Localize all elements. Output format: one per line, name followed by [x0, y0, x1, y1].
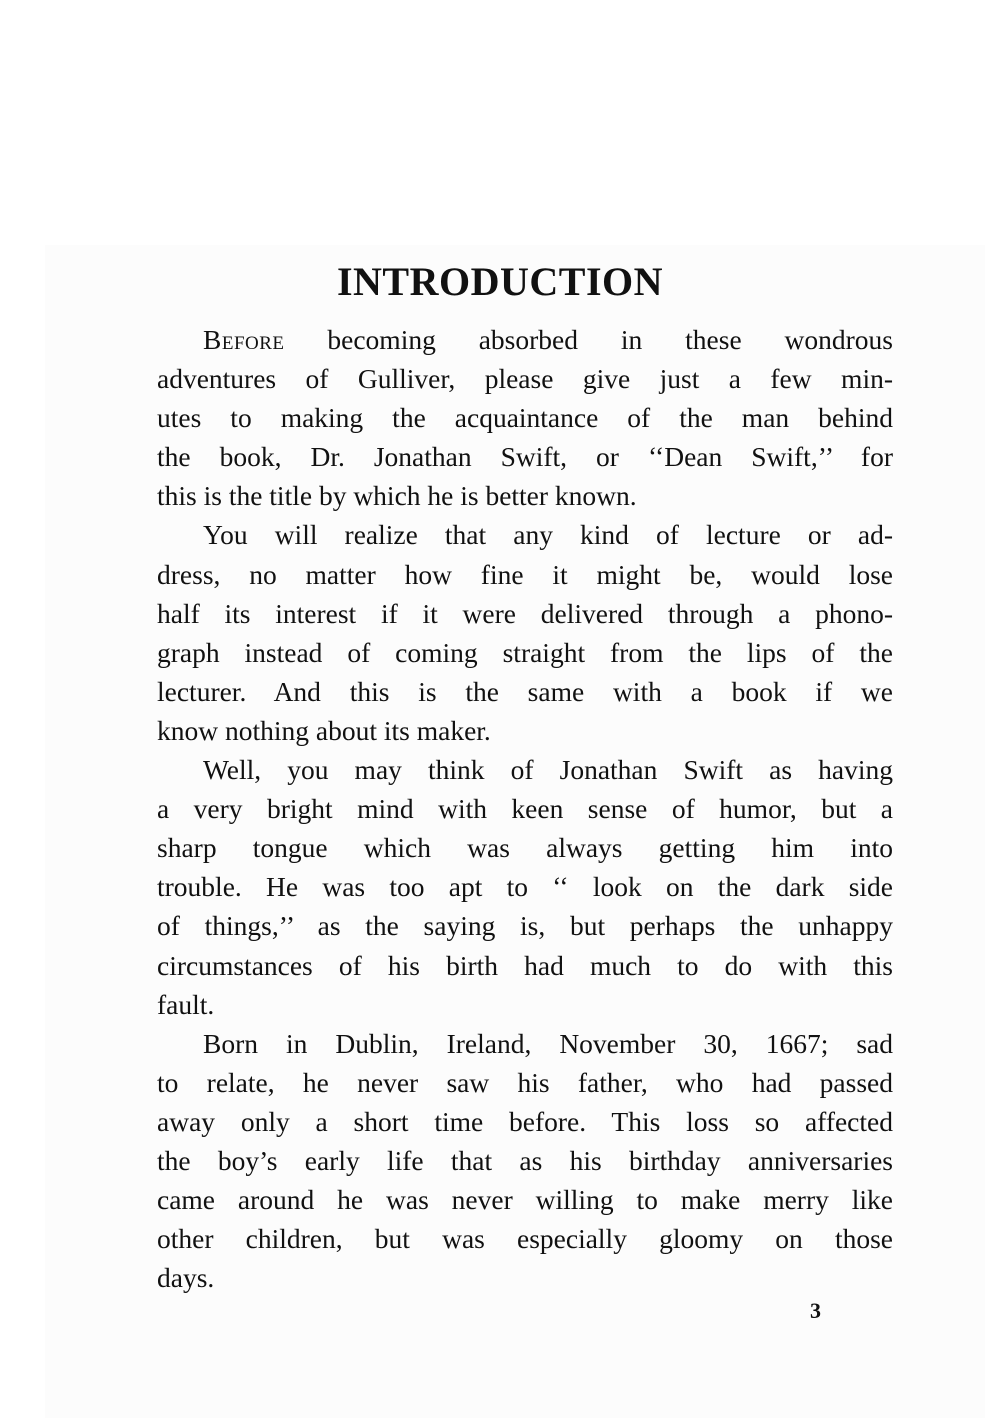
line-text: Well, you may think of Jonathan Swift as having [203, 754, 893, 786]
text-line [157, 750, 893, 789]
line-text: Born in Dublin, Ireland, November 30, 1667; sad [203, 1027, 893, 1059]
line-text: fault. [157, 988, 215, 1020]
line-text: graph instead of coming straight from the lips of the [157, 636, 893, 668]
text-line [157, 789, 893, 828]
small-caps-lead: Before [203, 324, 285, 355]
text-line [157, 1180, 893, 1219]
page-number: 3 [810, 1298, 821, 1323]
text-line [157, 515, 893, 554]
text-line [157, 437, 893, 476]
text-line [157, 946, 893, 985]
line-text: away only a short time before. This loss so affected [157, 1105, 893, 1137]
text-line [157, 476, 893, 515]
line-text: sharp tongue which was always getting him into [157, 832, 893, 864]
line-text: trouble. He was too apt to ‘‘ look on the dark side [157, 871, 893, 903]
line-text: to relate, he never saw his father, who had passed [157, 1066, 893, 1098]
line-text: adventures of Gulliver, please give just a few min- [157, 363, 893, 395]
line-text: utes to making the acquaintance of the man behind [157, 402, 893, 434]
line-text: other children, but was especially gloomy on those [157, 1223, 893, 1255]
line-text: lecturer. And this is the same with a book if we [157, 675, 893, 707]
chapter-title: INTRODUCTION [336, 259, 664, 304]
text-line [157, 672, 893, 711]
line-text: becoming absorbed in these wondrous [284, 324, 893, 355]
line-text: half its interest if it were delivered through a phono- [157, 597, 893, 629]
line-text: days. [157, 1262, 215, 1294]
text-line [157, 359, 893, 398]
text-line [157, 633, 893, 672]
line-text: You will realize that any kind of lecture or ad- [203, 519, 893, 551]
text-line [157, 906, 893, 945]
text-line [157, 594, 893, 633]
body-text [157, 320, 893, 1297]
line-text: of things,’’ as the saying is, but perhaps the unhappy [157, 910, 893, 942]
text-line [157, 320, 893, 359]
text-line [157, 398, 893, 437]
line-text: circumstances of his birth had much to do with this [157, 949, 893, 981]
text-line [157, 985, 893, 1024]
line-text: came around he was never willing to make merry like [157, 1184, 893, 1216]
text-line [157, 1063, 893, 1102]
line-text: a very bright mind with keen sense of humor, but a [157, 793, 893, 825]
text-line [157, 1102, 893, 1141]
line-text: know nothing about its maker. [157, 714, 491, 746]
text-line [157, 867, 893, 906]
line-text: dress, no matter how fine it might be, would lose [157, 558, 893, 590]
text-line [157, 555, 893, 594]
text-line [157, 828, 893, 867]
text-line [157, 1219, 893, 1258]
line-text: the book, Dr. Jonathan Swift, or ‘‘Dean Swift,’’ for [157, 441, 893, 473]
line-text: this is the title by which he is better known. [157, 480, 637, 512]
text-line [157, 1258, 893, 1297]
text-line [157, 1141, 893, 1180]
text-line [157, 1024, 893, 1063]
line-text: the boy’s early life that as his birthday anniversaries [157, 1144, 893, 1176]
text-line [157, 711, 893, 750]
